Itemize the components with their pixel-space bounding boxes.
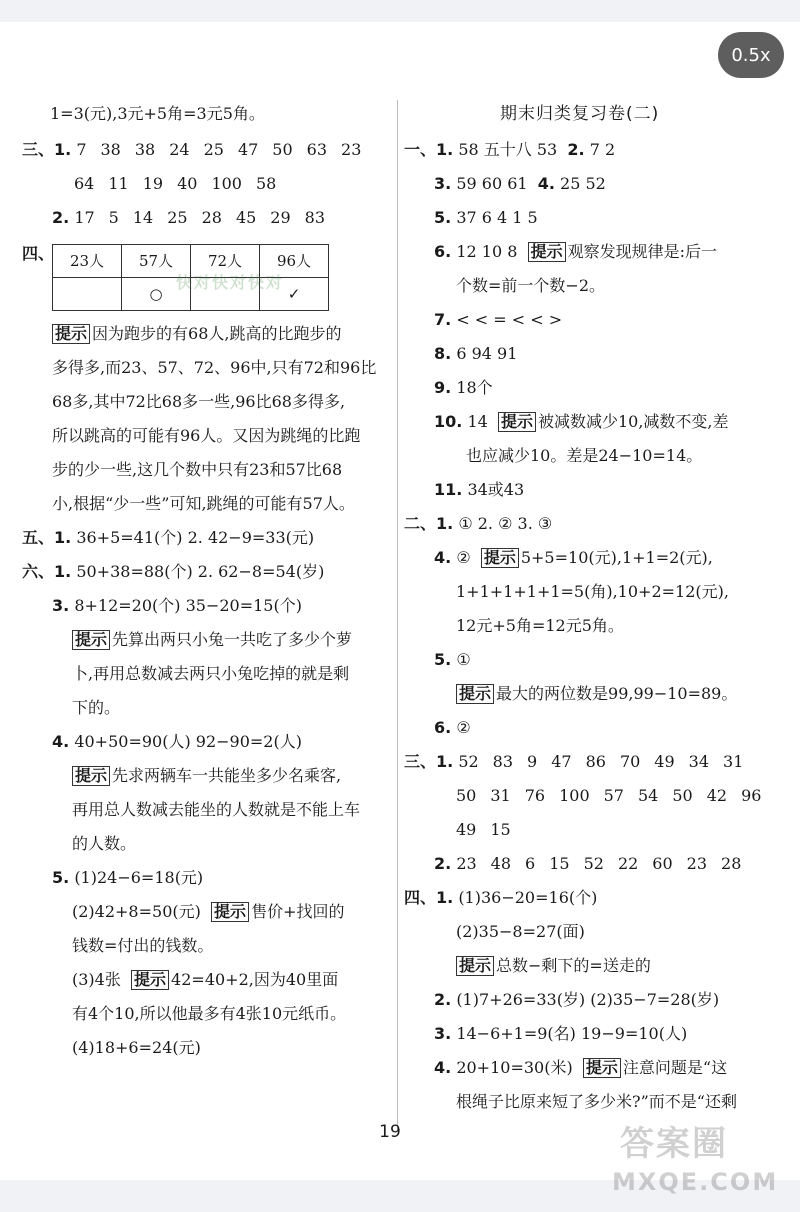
- hint-tag: 提示: [72, 630, 110, 650]
- r-q7: 7. < < = < < >: [434, 310, 563, 329]
- hint-line: 下的。: [72, 698, 121, 717]
- hint-line: 12元+5角=12元5角。: [456, 616, 624, 635]
- r-q10: 10. 14 提示 被减数减少10,减数不变,差: [434, 412, 729, 431]
- r-s2-q6: 6. ②: [434, 718, 471, 737]
- r-s4-q2: 2. (1)7+26=33(岁) (2)35−7=28(岁): [434, 990, 720, 1009]
- hint-line: 个数=前一个数−2。: [456, 276, 605, 295]
- number-item: 64: [74, 174, 95, 193]
- number-list: [76, 140, 375, 159]
- number-item: 38: [134, 140, 156, 159]
- carryover-line: 1=3(元),3元+5角=3元5角。: [50, 104, 265, 123]
- r-s4-q4: 4. 20+10=30(米) 提示 注意问题是“这: [434, 1058, 728, 1077]
- number-item: 52: [458, 752, 479, 771]
- number-list: [456, 786, 775, 805]
- number-list: [456, 854, 755, 873]
- hint-paragraph: 提示 先算出两只小兔一共吃了多少个萝: [72, 628, 352, 652]
- hint-tag: 提示: [583, 1058, 621, 1078]
- number-item: 5: [108, 208, 119, 227]
- r-q8: 8. 6 94 91: [434, 344, 518, 363]
- hint-paragraph: 提示 总数−剩下的=送走的: [456, 954, 651, 978]
- section3-row2: [74, 172, 290, 196]
- section3-q2: 2. 17 5 14 25 28 45 29 83: [52, 206, 339, 230]
- r-s2-q4: 4. ② 提示 5+5=10(元),1+1=2(元),: [434, 548, 713, 567]
- r-q5: 5. 37 6 4 1 5: [434, 208, 538, 227]
- r-section3-row2: [456, 784, 775, 808]
- table-cell: 57人: [122, 245, 191, 278]
- number-item: 58: [255, 174, 277, 193]
- watermark-logo: 答案圈: [620, 1124, 728, 1164]
- number-item: 60: [652, 854, 673, 873]
- hint-line: 钱数=付出的钱数。: [72, 936, 214, 955]
- r-q6: 6. 12 10 8 提示 观察发现规律是:后一: [434, 242, 717, 261]
- section-title: 期末归类复习卷(二): [500, 104, 660, 124]
- number-item: 28: [201, 208, 222, 227]
- number-item: 7: [76, 140, 87, 159]
- hint-line: 小,根据“少一些”可知,跳绳的可能有57人。: [52, 494, 355, 513]
- number-item: 49: [654, 752, 675, 771]
- hint-line: 卜,再用总数减去两只小兔吃掉的就是剩: [72, 664, 350, 683]
- hint-line: 1+1+1+1+1=5(角),10+2=12(元),: [456, 582, 729, 601]
- hint-tag: 提示: [481, 548, 519, 568]
- q5-part3: (3)4张 提示 42=40+2,因为40里面: [72, 970, 339, 989]
- number-item: 11: [108, 174, 129, 193]
- number-item: 31: [723, 752, 744, 771]
- section6-answer: 六、1. 50+38=88(个) 2. 62−8=54(岁): [22, 562, 325, 581]
- table-cell: [53, 278, 122, 311]
- number-item: 86: [585, 752, 606, 771]
- hint-line: 所以跳高的可能有96人。又因为跳绳的比跑: [52, 426, 361, 445]
- r-section1-q1: 一、1. 58 五十八 53 2. 7 2: [404, 140, 616, 159]
- hint-line: 的人数。: [72, 834, 137, 853]
- number-item: 38: [100, 140, 121, 159]
- q5-part2: (2)42+8=50(元) 提示 售价+找回的: [72, 902, 345, 921]
- r-s4-q3: 3. 14−6+1=9(名) 19−9=10(人): [434, 1024, 688, 1043]
- number-item: 63: [306, 140, 328, 159]
- table-cell: ○: [122, 278, 191, 311]
- number-list: [456, 820, 525, 839]
- number-item: 23: [686, 854, 708, 873]
- hint-paragraph: 提示 因为跑步的有68人,跳高的比跑步的: [52, 322, 341, 346]
- column-divider: [397, 100, 398, 1130]
- watermark-url: MXQE.COM: [612, 1168, 779, 1196]
- hint-tag: 提示: [52, 324, 90, 344]
- hint-paragraph: 提示 最大的两位数是99,99−10=89。: [456, 682, 737, 706]
- r-q3-q4: 3. 59 60 61 4. 25 52: [434, 174, 606, 193]
- table-cell: 72人: [191, 245, 260, 278]
- number-list: [74, 174, 290, 193]
- number-item: 47: [237, 140, 259, 159]
- hint-line: 再用总人数减去能坐的人数就是不能上车: [72, 800, 361, 819]
- number-list: [74, 208, 339, 227]
- number-item: 76: [524, 786, 546, 805]
- r-section3-q2: 2. 23 48 6 15 52 22 60 23 28: [434, 852, 755, 876]
- r-q11: 11. 34或43: [434, 480, 525, 499]
- q3-answer: 3. 8+12=20(个) 35−20=15(个): [52, 596, 302, 615]
- hint-tag: 提示: [131, 970, 169, 990]
- page-number: 19: [379, 1122, 401, 1142]
- hint-tag: 提示: [456, 956, 494, 976]
- number-item: 42: [706, 786, 728, 805]
- number-item: 19: [142, 174, 164, 193]
- number-item: 45: [235, 208, 257, 227]
- number-item: 49: [456, 820, 477, 839]
- number-item: 15: [490, 820, 511, 839]
- number-item: 96: [741, 786, 762, 805]
- number-item: 14: [132, 208, 154, 227]
- r-section2-q1: 二、1. ① 2. ② 3. ③: [404, 514, 553, 533]
- number-item: 24: [169, 140, 190, 159]
- number-item: 25: [203, 140, 224, 159]
- number-item: 100: [211, 174, 242, 193]
- number-item: 57: [603, 786, 624, 805]
- hint-line: 68多,其中72比68多一些,96比68多得多,: [52, 392, 346, 411]
- hint-tag: 提示: [456, 684, 494, 704]
- number-item: 34: [688, 752, 710, 771]
- number-item: 50: [272, 140, 293, 159]
- number-item: 54: [637, 786, 659, 805]
- number-item: 83: [492, 752, 514, 771]
- number-item: 23: [456, 854, 477, 873]
- number-list: [458, 752, 757, 771]
- hint-line: 有4个10,所以他最多有4张10元纸币。: [72, 1004, 347, 1023]
- number-item: 100: [559, 786, 590, 805]
- number-item: 50: [456, 786, 477, 805]
- number-item: 50: [672, 786, 693, 805]
- number-item: 70: [619, 752, 641, 771]
- number-item: 23: [341, 140, 362, 159]
- r-section3-row1: 三、1. 52 83 9 47 86 70 49 34 31: [404, 750, 757, 774]
- q5-part1: 5. (1)24−6=18(元): [52, 868, 204, 887]
- section5-answer: 五、1. 36+5=41(个) 2. 42−9=33(元): [22, 528, 315, 547]
- hint-paragraph: 提示 先求两辆车一共能坐多少名乘客,: [72, 764, 341, 788]
- section3-row1: 三、1. 7 38 38 24 25 47 50 63 23: [22, 138, 375, 162]
- q4-answer: 4. 40+50=90(人) 92−90=2(人): [52, 732, 302, 751]
- r-s2-q5: 5. ①: [434, 650, 471, 669]
- number-item: 6: [525, 854, 536, 873]
- hint-tag: 提示: [498, 412, 536, 432]
- r-q9: 9. 18个: [434, 378, 493, 397]
- hint-tag: 提示: [528, 242, 566, 262]
- number-item: 9: [527, 752, 538, 771]
- number-item: 17: [74, 208, 95, 227]
- table-cell: 96人: [260, 245, 329, 278]
- watermark-text: 快对快对快对: [176, 273, 285, 292]
- r-s4-part2: (2)35−8=27(面): [456, 922, 585, 941]
- section4-label: 四、: [22, 244, 55, 263]
- number-item: 48: [490, 854, 512, 873]
- number-item: 22: [617, 854, 639, 873]
- hint-line: 多得多,而23、57、72、96中,只有72和96比: [52, 358, 377, 377]
- hint-line: 也应减少10。差是24−10=14。: [466, 446, 703, 465]
- number-item: 47: [551, 752, 572, 771]
- number-item: 83: [304, 208, 326, 227]
- number-item: 29: [270, 208, 291, 227]
- number-item: 52: [583, 854, 604, 873]
- zoom-level-button[interactable]: 0.5x: [718, 32, 784, 78]
- table-cell: ✓: [260, 278, 329, 311]
- table-cell: 23人: [53, 245, 122, 278]
- number-item: 31: [490, 786, 511, 805]
- r-section4-q1: 四、1. (1)36−20=16(个): [404, 888, 598, 907]
- number-item: 25: [167, 208, 188, 227]
- number-item: 28: [721, 854, 742, 873]
- r-section3-row3: [456, 818, 525, 842]
- hint-line: 根绳子比原来短了多少米?”而不是“还剩: [456, 1092, 737, 1111]
- q5-part4: (4)18+6=24(元): [72, 1038, 201, 1057]
- hint-tag: 提示: [72, 766, 110, 786]
- viewer-top-bar: [0, 0, 800, 22]
- number-item: 15: [549, 854, 570, 873]
- hint-line: 步的少一些,这几个数中只有23和57比68: [52, 460, 343, 479]
- number-item: 40: [177, 174, 198, 193]
- hint-tag: 提示: [211, 902, 249, 922]
